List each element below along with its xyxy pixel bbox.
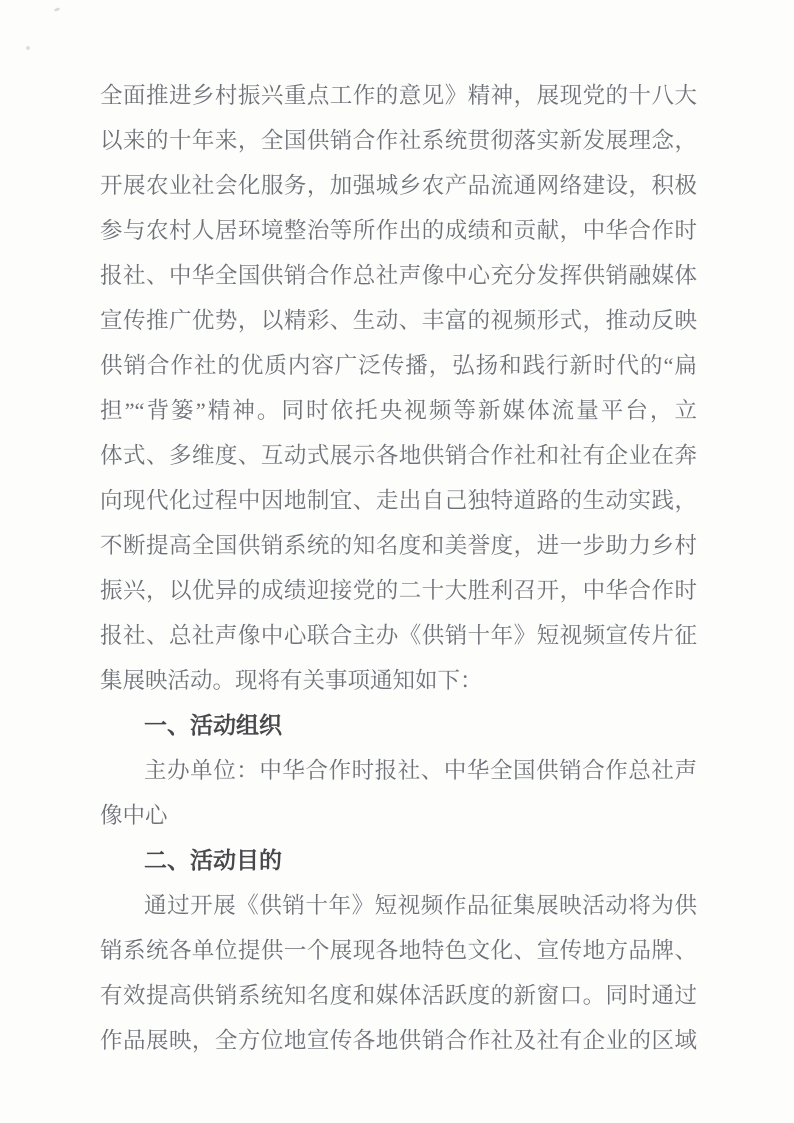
body-line-17: 像中心	[100, 803, 168, 828]
body-line-4: 参与农村人居环境整治等所作出的成绩和贡献，中华合作时	[100, 218, 697, 243]
body-line-3: 开展农业社会化服务，加强城乡农产品流通网络建设，积极	[100, 173, 697, 198]
body-line-9: 体式、多维度、互动式展示各地供销合作社和社有企业在奔	[100, 443, 697, 468]
body-line-7: 供销合作社的优质内容广泛传播，弘扬和践行新时代的“扁	[100, 353, 697, 378]
body-line-22: 作品展映，全方位地宣传各地供销合作社及社有企业的区域	[100, 1028, 697, 1053]
body-line-21: 有效提高供销系统知名度和媒体活跃度的新窗口。同时通过	[100, 983, 697, 1008]
body-line-11: 不断提高全国供销系统的知名度和美誉度，进一步助力乡村	[100, 533, 697, 558]
body-line-16: 主办单位：中华合作时报社、中华全国供销合作总社声	[144, 758, 697, 783]
section-heading-1: 一、活动组织	[144, 712, 282, 738]
body-line-2: 以来的十年来，全国供销合作社系统贯彻落实新发展理念，	[100, 128, 697, 153]
body-line-13: 报社、总社声像中心联合主办《供销十年》短视频宣传片征	[100, 623, 697, 648]
body-line-20: 销系统各单位提供一个展现各地特色文化、宣传地方品牌、	[100, 938, 697, 963]
document-body	[100, 73, 697, 1063]
scan-speck	[54, 7, 61, 12]
body-line-1: 全面推进乡村振兴重点工作的意见》精神，展现党的十八大	[100, 83, 697, 108]
body-line-14: 集展映活动。现将有关事项通知如下：	[100, 668, 483, 693]
body-line-8: 担”“背篓”精神。同时依托央视频等新媒体流量平台，立	[100, 398, 697, 423]
body-line-6: 宣传推广优势，以精彩、生动、丰富的视频形式，推动反映	[100, 308, 697, 333]
scan-speck	[26, 46, 30, 50]
body-line-10: 向现代化过程中因地制宜、走出自己独特道路的生动实践，	[100, 488, 697, 513]
body-line-5: 报社、中华全国供销合作总社声像中心充分发挥供销融媒体	[100, 263, 697, 288]
body-line-12: 振兴，以优异的成绩迎接党的二十大胜利召开，中华合作时	[100, 578, 697, 603]
section-heading-2: 二、活动目的	[144, 847, 282, 873]
body-line-19: 通过开展《供销十年》短视频作品征集展映活动将为供	[144, 893, 697, 918]
